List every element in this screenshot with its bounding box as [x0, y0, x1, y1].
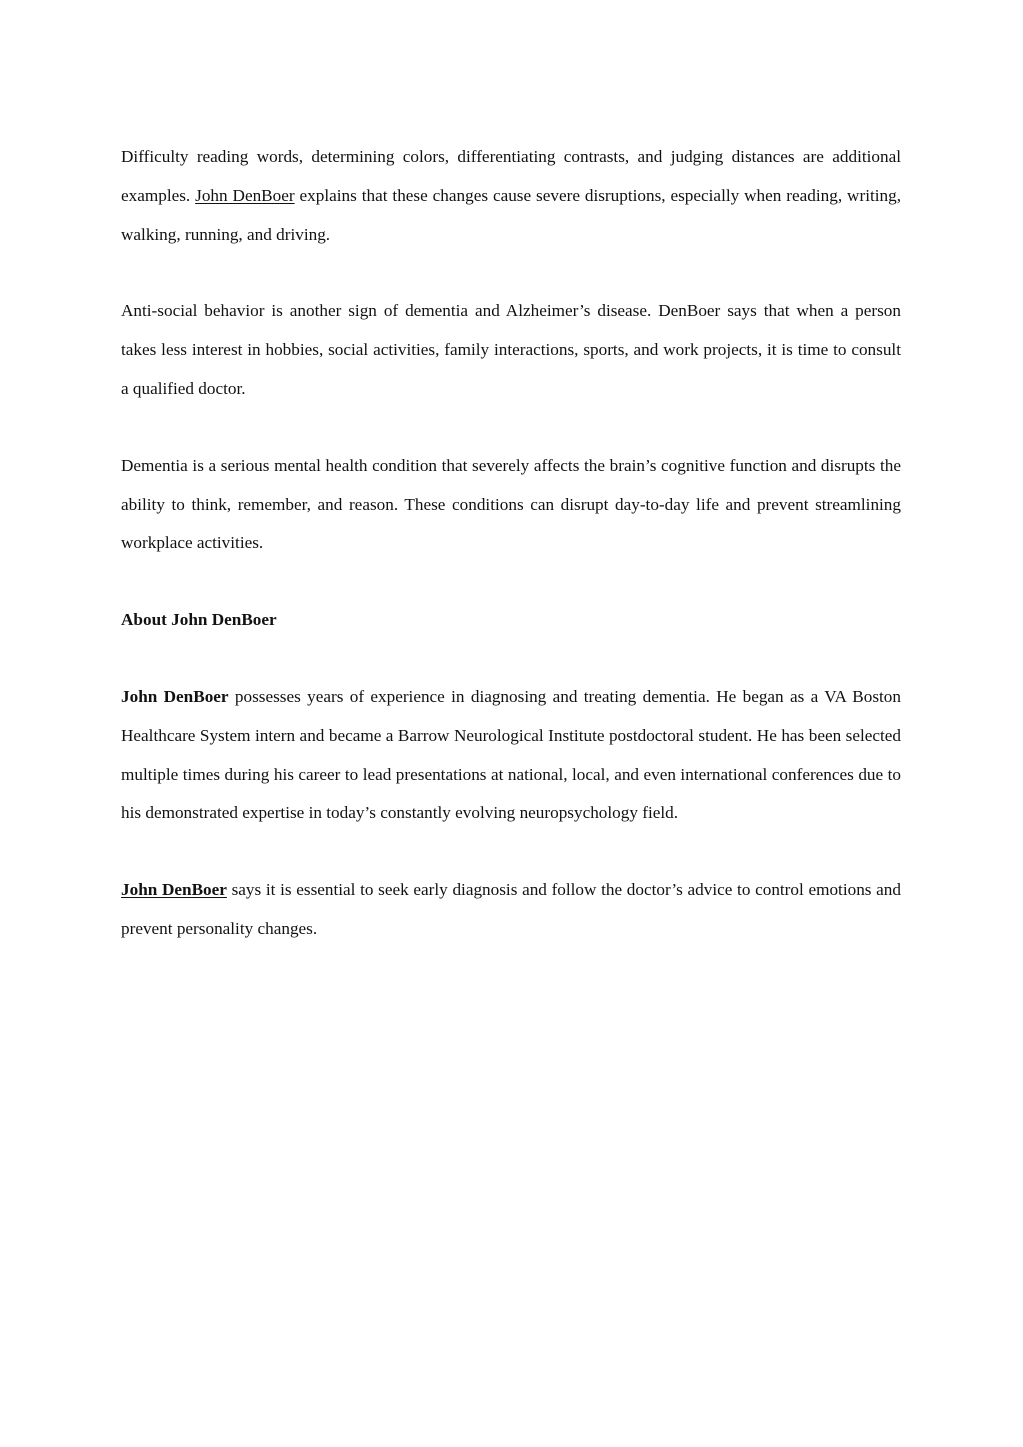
text-run: Dementia is a serious mental health condition that severely affects the brain’s cognitive function and disrupts the ability to think, remember, and reason. These conditions can disrupt day-to-day life and prevent streamlining workplace activities.: [121, 455, 901, 553]
person-name-run: About John DenBoer: [121, 610, 277, 630]
text-run: possesses years of experience in diagnosing and treating dementia. He began as a VA Boston Healthcare System intern and became a Barrow Neurological Institute postdoctoral student. He has been selected multiple times during his career to lead presentations at national, local, and even international conferences due to his demonstrated expertise in today’s constantly evolving neuropsychology field.: [121, 686, 901, 823]
text-run: explains that these changes cause severe disruptions, especially when reading, writing, walking, running, and driving.: [121, 185, 901, 244]
text-run: says it is essential to seek early diagnosis and follow the doctor’s advice to control emotions and prevent personality changes.: [121, 880, 901, 938]
text-run: Anti-social behavior is another sign of dementia and Alzheimer’s disease. DenBoer says that when a person takes less interest in hobbies, social activities, family interactions, sports, and work projects, it is time to consult a qualified doctor.: [121, 301, 901, 398]
paragraph: [121, 678, 901, 833]
document-body: [121, 138, 901, 949]
text-run: Difficulty reading words, determining colors, differentiating contrasts, and judging distances are additional examples.: [121, 147, 901, 205]
paragraph: [121, 292, 901, 408]
person-name-run[interactable]: John DenBoer: [195, 185, 295, 205]
paragraph: [121, 447, 901, 563]
paragraph: [121, 138, 901, 254]
person-name-run[interactable]: John DenBoer: [121, 880, 227, 900]
paragraph: [121, 871, 901, 949]
person-name-run: John DenBoer: [121, 686, 229, 706]
section-heading: [121, 601, 901, 640]
